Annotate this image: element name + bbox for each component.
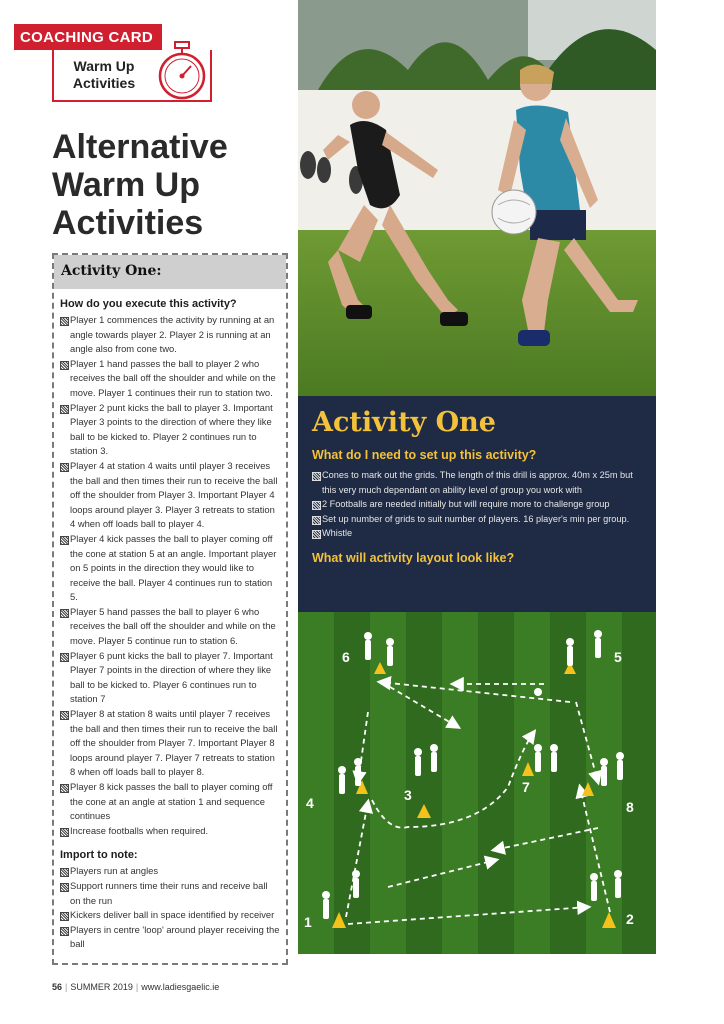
instructions-card xyxy=(52,253,288,965)
website-link[interactable]: www.ladiesgaelic.ie xyxy=(141,982,220,992)
note-list xyxy=(60,864,280,952)
step-item: Player 2 punt kicks the ball to player 3. Important Player 3 points to the direction of where they like ball to be kicked to. Player 2 continues run to station 3. xyxy=(60,401,280,459)
note-item: Support runners time their runs and receive ball on the run xyxy=(60,879,280,908)
step-item: Increase footballs when required. xyxy=(60,824,280,839)
station-label-4: 4 xyxy=(306,795,314,811)
note-item: Players in centre 'loop' around player receiving the ball xyxy=(60,923,280,952)
coaching-card-tag xyxy=(14,24,162,50)
step-item: Player 8 kick passes the ball to player coming off the cone at an angle at station 1 and sequence continues xyxy=(60,780,280,824)
activity-title: Activity One xyxy=(312,407,496,438)
step-item: Player 1 commences the activity by running at an angle towards player 2. Player 2 is running at an angle also from cone two. xyxy=(60,313,280,357)
drill-layout-diagram xyxy=(298,612,656,954)
note-heading: Import to note: xyxy=(60,849,138,862)
step-item: Player 4 kick passes the ball to player coming off the cone at station 5 at an angle. Important player on 5 points in the direction they would like to receive the ball. Player 4 continues run to station 5. xyxy=(60,532,280,605)
card-heading: Activity One: xyxy=(54,255,286,289)
station-label-3: 3 xyxy=(404,787,412,803)
setup-list xyxy=(312,468,642,541)
note-item: Players run at angles xyxy=(60,864,280,879)
step-item: Player 4 at station 4 waits until player 3 receives the ball and then times their run to receive the ball off the shoulder from Player 3. Important Player 4 loops around player 3. Player 3 retreats to station 4 when off loads ball to player 4. xyxy=(60,459,280,532)
page-footer: 56 | SUMMER 2019 | www.ladiesgaelic.ie xyxy=(52,982,220,992)
card-body xyxy=(54,289,286,952)
station-label-1: 1 xyxy=(304,914,312,930)
setup-item: Cones to mark out the grids. The length of this drill is approx. 40m x 25m but this very much dependant on ability level of group you work with xyxy=(312,468,642,497)
station-label-6: 6 xyxy=(342,649,350,665)
step-item: Player 5 hand passes the ball to player 6 who receives the ball off the shoulder and while on the move. Player 5 continue run to station 6. xyxy=(60,605,280,649)
section-label-line1: Warm Up xyxy=(73,58,135,74)
step-item: Player 1 hand passes the ball to player 2 who receives the ball off the shoulder and while on the move. Player 1 continues their run to station two. xyxy=(60,357,280,401)
page-title: Alternative Warm Up Activities xyxy=(52,128,228,242)
execute-heading: How do you execute this activity? xyxy=(60,298,237,310)
setup-item: 2 Footballs are needed initially but will require more to challenge group xyxy=(312,497,642,512)
station-label-5: 5 xyxy=(614,649,622,665)
station-label-8: 8 xyxy=(626,799,634,815)
note-item: Kickers deliver ball in space identified by receiver xyxy=(60,908,280,923)
setup-item: Whistle xyxy=(312,526,642,541)
section-label-line2: Activities xyxy=(72,75,136,91)
station-label-2: 2 xyxy=(626,911,634,927)
page-number: 56 xyxy=(52,982,63,992)
execute-steps xyxy=(60,313,280,838)
activity-panel xyxy=(298,396,656,612)
step-item: Player 8 at station 8 waits until player 7 receives the ball and then times their run to receive the ball off the shoulder from Player 7. Important Player 8 loops around player 7. Player 7 retreats to station 8 when off loads ball to player 8. xyxy=(60,707,280,780)
coaching-card-label: COACHING CARD xyxy=(20,28,154,46)
stopwatch-icon xyxy=(150,38,214,102)
layout-question: What will activity layout look like? xyxy=(312,550,515,565)
step-item: Player 6 punt kicks the ball to player 7. Important Player 7 points in the direction of where they like ball to be kicked to. Player 6 continues run to station 7 xyxy=(60,649,280,707)
setup-item: Set up number of grids to suit number of players. 16 player's min per group. xyxy=(312,512,642,527)
section-label xyxy=(54,58,154,92)
setup-question: What do I need to set up this activity? xyxy=(312,448,537,462)
station-label-7: 7 xyxy=(522,779,530,795)
issue-label: SUMMER 2019 xyxy=(70,982,133,992)
players-photo xyxy=(298,0,656,396)
